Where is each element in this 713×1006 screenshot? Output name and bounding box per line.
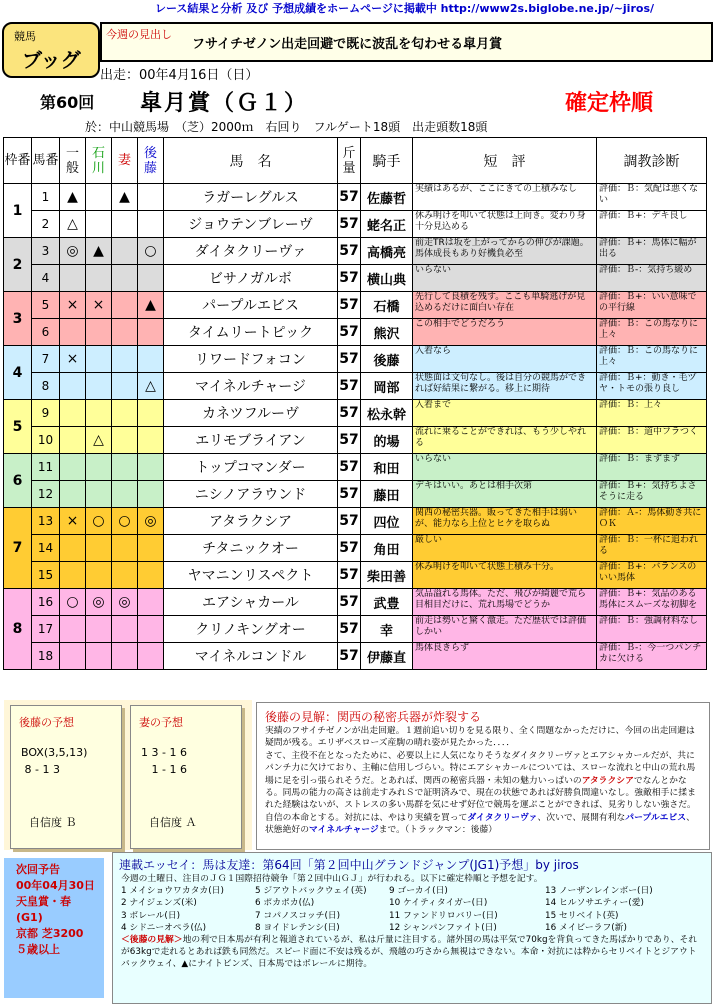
goto-prediction [10,705,122,849]
entry-row [121,922,703,934]
site-logo [2,22,100,78]
jockey: 蛯名正 [361,211,413,238]
short-comment: 休み明けを叩いて状態上積み十分。 [413,562,597,589]
jockey: 的場 [361,427,413,454]
mark-m4 [138,643,164,670]
table-row [4,400,707,427]
race-name: 皐月賞（Ｇ１） [140,91,309,116]
mark-m3 [112,265,138,292]
mark-m2 [86,481,112,508]
waku-cell: 1 [4,184,32,238]
table-row [4,292,707,319]
table-row [4,616,707,643]
waku-cell: 7 [4,508,32,589]
jockey: 柴田善 [361,562,413,589]
logo-line1: 競馬 [14,30,36,43]
short-comment: 休み明けを叩いて状態は上向き。変わり身十分見込める [413,211,597,238]
table-header [4,138,707,184]
weight: 57 [338,346,361,373]
horse-number: 15 [32,562,60,589]
horse-number: 13 [32,508,60,535]
mark-m3 [112,319,138,346]
entry-item: 9 ゴーカイ(日) [389,886,448,897]
table-row [4,265,707,292]
mark-m3 [112,400,138,427]
essay-box [112,852,712,1004]
entry-item: 8 ヨイドレテンシ(日) [255,922,340,933]
entry-item: 16 メイビーラフ(新) [545,922,627,933]
weight: 57 [338,238,361,265]
mark-m2: ◎ [86,589,112,616]
mark-m2 [86,535,112,562]
waku-cell: 2 [4,238,32,292]
table-row [4,481,707,508]
short-comment: いらない [413,265,597,292]
short-comment: 関西の秘密兵器。販ってきた相手は弱いが、能力なら上位とヒケを取らぬ [413,508,597,535]
header-ishikawa: 石川 [86,138,112,184]
entry-item: 2 ナイジェンズ(米) [121,898,197,909]
jockey: 岡部 [361,373,413,400]
horse-number: 17 [32,616,60,643]
horse-number: 5 [32,292,60,319]
weight: 57 [338,589,361,616]
mark-m1: × [60,508,86,535]
weight: 57 [338,643,361,670]
weight: 57 [338,454,361,481]
entry-item: 10 ケイティタイガー(日) [389,898,488,909]
entry-row [121,910,703,922]
training-eval: 評価：Ｂ-：気持ち緩め [597,265,707,292]
mark-m3 [112,238,138,265]
table-row [4,562,707,589]
mark-m1: △ [60,211,86,238]
jockey: 松永幹 [361,400,413,427]
weight: 57 [338,481,361,508]
table-row [4,319,707,346]
horse-name: タイムリートピック [164,319,338,346]
horse-name: クリノキングオー [164,616,338,643]
short-comment: 気品溢れる馬体。ただ、飛びが綺麗で荒ら目相目だけに、荒れ馬場でどうか [413,589,597,616]
horse-name: ラガーレグルス [164,184,338,211]
training-eval: 評価：Ｂ：一杯に追われる [597,535,707,562]
training-eval: 評価：Ｂ-：今一つパンチカに欠ける [597,643,707,670]
mark-m2 [86,562,112,589]
jockey: 後藤 [361,346,413,373]
horse-number: 1 [32,184,60,211]
essay-title: 連載エッセイ：馬は友達：第64回「第２回中山グランドジャンプ(JG1)予想」by jiros [119,858,579,872]
mark-m4 [138,346,164,373]
entry-item: 1 メイショウワカタカ(日) [121,886,224,897]
jockey: 武豊 [361,589,413,616]
horse-name: リワードフォコン [164,346,338,373]
mark-m1 [60,265,86,292]
horse-name: マイネルコンドル [164,643,338,670]
headline-box [100,22,713,62]
header-weight: 斤量 [338,138,361,184]
horse-name: アタラクシア [164,508,338,535]
mark-m3 [112,481,138,508]
goto-prediction-body: BOX(3,5,13) 8 - 1 3 [21,746,88,776]
entry-row [121,897,703,909]
mark-m2 [86,319,112,346]
horse-number: 18 [32,643,60,670]
training-eval: 評価：Ｂ：道中フラつく [597,427,707,454]
mark-m2 [86,643,112,670]
training-eval: 評価：Ｂ：まずまず [597,454,707,481]
wife-prediction-body: 1 3 - 1 6 1 - 1 6 [141,746,187,776]
short-comment: 入着なら [413,346,597,373]
jockey: 伊藤直 [361,643,413,670]
entry-item: 3 ボレール(日) [121,910,181,921]
table-row [4,508,707,535]
mark-m1: ◎ [60,238,86,265]
horse-name: マイネルチャージ [164,373,338,400]
mark-m4 [138,481,164,508]
table-row [4,454,707,481]
mark-m4 [138,184,164,211]
horse-number: 12 [32,481,60,508]
short-comment: デキはいい。あとは相手次第 [413,481,597,508]
mark-m4: ▲ [138,292,164,319]
horse-name: チタニックオー [164,535,338,562]
horse-name: カネツフルーヴ [164,400,338,427]
horse-name: ダイタクリーヴァ [164,238,338,265]
mark-m2 [86,211,112,238]
wife-prediction [130,705,242,849]
table-row [4,643,707,670]
mark-m3: ◎ [112,589,138,616]
header-comment: 短 評 [413,138,597,184]
weight: 57 [338,373,361,400]
training-eval: 評価：Ａ-：馬体動き共にＯＫ [597,508,707,535]
short-comment: 流れに乗ることができれば、もう少しやれる [413,427,597,454]
horse-name: ジョウテンブレーヴ [164,211,338,238]
table-row [4,589,707,616]
horse-number: 2 [32,211,60,238]
short-comment: 実績はあるが、ここにきての上積みなし [413,184,597,211]
jockey: 高橋亮 [361,238,413,265]
mark-m2: ○ [86,508,112,535]
mark-m4: ○ [138,238,164,265]
mark-m4 [138,454,164,481]
weight: 57 [338,562,361,589]
mark-m4 [138,562,164,589]
header-goto: 後藤 [138,138,164,184]
training-eval: 評価：Ｂ+：デキ良し [597,211,707,238]
status-label: 確定枠順 [565,91,654,116]
waku-cell: 3 [4,292,32,346]
mark-m2: × [86,292,112,319]
table-row [4,373,707,400]
entry-item: 7 コパノスコッチ(日) [255,910,341,921]
mark-m1: ▲ [60,184,86,211]
header-waku: 枠番 [4,138,32,184]
header-wife: 妻 [112,138,138,184]
headline-label: 今週の見出し [106,28,172,41]
jockey: 和田 [361,454,413,481]
horse-number: 9 [32,400,60,427]
mark-m3: ▲ [112,184,138,211]
mark-m4 [138,427,164,454]
jockey: 幸 [361,616,413,643]
mark-m3 [112,427,138,454]
mark-m3 [112,346,138,373]
mark-m1 [60,400,86,427]
jockey: 四位 [361,508,413,535]
entry-item: 13 ノーザンレインボー(日) [545,886,653,897]
horse-number: 16 [32,589,60,616]
mark-m1: × [60,346,86,373]
mark-m2 [86,184,112,211]
horse-number: 8 [32,373,60,400]
mark-m2 [86,346,112,373]
training-eval: 評価：Ｂ：この馬なりに上々 [597,346,707,373]
logo-line2: ブッグ [22,48,81,72]
short-comment: いらない [413,454,597,481]
next-race-box [4,858,104,998]
goto-confidence: 自信度 Ｂ [29,816,77,829]
mark-m1 [60,643,86,670]
short-comment: 馬体良きらず [413,643,597,670]
training-eval: 評価：Ｂ：この馬なりに上々 [597,319,707,346]
weight: 57 [338,265,361,292]
analysis-title: 後藤の見解：関西の秘密兵器が炸裂する [265,710,482,724]
training-eval: 評価：Ｂ+：気品のある馬体にスムーズな初脚を [597,589,707,616]
table-row [4,427,707,454]
mark-m2 [86,616,112,643]
training-eval: 評価：Ｂ+：バランスのいい馬体 [597,562,707,589]
mark-m4 [138,400,164,427]
horse-number: 3 [32,238,60,265]
table-row [4,211,707,238]
mark-m4 [138,319,164,346]
weight: 57 [338,616,361,643]
entry-item: 11 ファンドリロバリー(日) [389,910,498,921]
mark-m2 [86,265,112,292]
waku-cell: 8 [4,589,32,670]
horse-number: 6 [32,319,60,346]
training-eval: 評価：Ｂ：強調材料なし [597,616,707,643]
mark-m4 [138,211,164,238]
entry-row [121,885,703,897]
short-comment: 前走TRは坂を上がってからの伸びが課題。馬体成長もあり好機負必至 [413,238,597,265]
short-comment: 厳しい [413,535,597,562]
mark-m4: △ [138,373,164,400]
essay-entries [121,885,703,934]
header-num: 馬番 [32,138,60,184]
training-eval: 評価：Ｂ+：馬体に幅が出る [597,238,707,265]
header-general: 一般 [60,138,86,184]
horse-number: 7 [32,346,60,373]
weight: 57 [338,319,361,346]
horse-name: エアシャカール [164,589,338,616]
horse-name: ヤマニンリスペクト [164,562,338,589]
entry-table [3,137,707,670]
next-race-text: 次回予告 00年04月30日 天皇賞・春 (G1) 京都 芝3200 ５歳以上 [16,863,95,956]
weight: 57 [338,211,361,238]
weight: 57 [338,292,361,319]
header-jockey: 騎手 [361,138,413,184]
race-info: 於：中山競馬場 （芝）2000ｍ 右回り フルゲート18頭 出走頭数18頭 [85,120,488,134]
training-eval: 評価：Ｂ+：気持ちよさそうに走る [597,481,707,508]
mark-m2: △ [86,427,112,454]
mark-m4: ◎ [138,508,164,535]
mark-m3 [112,292,138,319]
entry-item: 12 シャンパンファイト(日) [389,922,497,933]
essay-body [121,873,703,971]
headline-text: フサイチゼノン出走回避で既に波乱を匂わせる皐月賞 [192,37,503,52]
mark-m3 [112,562,138,589]
jockey: 横山典 [361,265,413,292]
entry-item: 14 ヒルソサエティー(愛) [545,898,644,909]
mark-m4 [138,265,164,292]
mark-m1: ○ [60,589,86,616]
weight: 57 [338,427,361,454]
training-eval: 評価：Ｂ+：いい意味での平行線 [597,292,707,319]
short-comment: 状態面は文句なし。後は自分の競馬ができれば好結果に繋がる。移上に期待 [413,373,597,400]
waku-cell: 4 [4,346,32,400]
horse-name: ニシノアラウンド [164,481,338,508]
mark-m3 [112,373,138,400]
mark-m4 [138,535,164,562]
horse-number: 14 [32,535,60,562]
mark-m2: ▲ [86,238,112,265]
essay-intro: 今週の土曜日、注目のＪＧ１国際招待競争「第２回中山ＧＪ」が行われる。以下に確定枠順と予想を記す。 [121,874,543,884]
mark-m2 [86,373,112,400]
horse-name: エリモブライアン [164,427,338,454]
mark-m3 [112,535,138,562]
jockey: 佐藤哲 [361,184,413,211]
analysis-box [256,702,710,850]
mark-m1 [60,535,86,562]
entry-item: 15 セリベイト(英) [545,910,619,921]
mark-m1 [60,481,86,508]
mark-m3: ○ [112,508,138,535]
entry-item: 5 ジアウトバックウェイ(英) [255,886,367,897]
mark-m3 [112,643,138,670]
horse-name: ビサノガルボ [164,265,338,292]
mark-m3 [112,616,138,643]
short-comment: 先行して良積を残す。ここも単騎逃げが見込めるだけに面白い存在 [413,292,597,319]
weight: 57 [338,535,361,562]
header-eval: 調教診断 [597,138,707,184]
training-eval: 評価：Ｂ：気配は悪くない [597,184,707,211]
mark-m1 [60,319,86,346]
jockey: 角田 [361,535,413,562]
mark-m4 [138,616,164,643]
table-row [4,346,707,373]
horse-number: 4 [32,265,60,292]
horse-number: 10 [32,427,60,454]
weight: 57 [338,400,361,427]
mark-m2 [86,400,112,427]
mark-m1 [60,616,86,643]
mark-m2 [86,454,112,481]
mark-m1 [60,562,86,589]
table-row [4,238,707,265]
short-comment: 入着まで [413,400,597,427]
jockey: 藤田 [361,481,413,508]
mark-m4 [138,589,164,616]
mark-m3 [112,454,138,481]
waku-cell: 5 [4,400,32,454]
header-horse: 馬 名 [164,138,338,184]
race-date: 出走：00年4月16日（日） [100,68,259,83]
horse-name: トップコマンダー [164,454,338,481]
wife-prediction-title: 妻の予想 [139,716,183,729]
mark-m1 [60,454,86,481]
weight: 57 [338,508,361,535]
short-comment: 前走は勢いと驚く激走。ただ歴状では評価しかい [413,616,597,643]
jockey: 熊沢 [361,319,413,346]
essay-footer: ＜後藤の見解＞地の利で日本馬が有利と報道されているが、私は斤量に注目する。諸外国の馬は平気で70kgを背負ってきた馬ばかりであり、それが63kgで走れるとあれば鉄も同然だ。スピード面に不安は残るが、飛越の巧さから無視はできない。本命・対抗には粋からセリベイトとジアウトバックウェイ、▲にナイトビンズ、日本馬ではボレールに期待。 [121,935,698,970]
horse-number: 11 [32,454,60,481]
table-row [4,184,707,211]
race-number: 第60回 [40,93,95,112]
training-eval: 評価：Ｂ：上々 [597,400,707,427]
goto-prediction-title: 後藤の予想 [19,716,74,729]
mark-m1 [60,373,86,400]
mark-m1 [60,427,86,454]
table-row [4,535,707,562]
entry-item: 4 シドニーオペラ(仏) [121,922,207,933]
horse-name: パープルエビス [164,292,338,319]
wife-confidence: 自信度 Ａ [149,816,197,829]
weight: 57 [338,184,361,211]
mark-m1: × [60,292,86,319]
waku-cell: 6 [4,454,32,508]
analysis-body: 実績のフサイチゼノンが出走回避。１週前追い切りを見る限り、全く問題なかっただけに、今回の出走回避は疑問が残る。エリザベスローズ産駒の晴れ姿が見たかった．．．． さて、主役不在となったために、必要以上に人気になりそうなダイタクリーヴァとエアシャカールだが、共にパンチ力に欠けており、主軸に信用しづらい。特にエアシャカールについては、スローな流れと中山の荒れ馬場に足を引っ張られそうだ。とあれば、関西の秘密兵器・未知の魅力いっぱいのアタラクシアでなんとかなる。同馬の能力の高さは前走すみれＳで証明済みで、現在の状態であれば好勝負間違いなし。強敵相手に揉まれた経験はないが、ストレスの多い馬群を気にせず好位で競馬を運ぶことができれば、見劣りしない強さだ。自信の本命とする。対抗には、やはり実績を買ってダイタクリーヴァ、次いで、展開有利なパープルエビス、状態絶好のマイネルチャージまで。（トラックマン：後藤） [265,726,696,836]
jockey: 石橋 [361,292,413,319]
mark-m3 [112,211,138,238]
short-comment: この相手でどうだろう [413,319,597,346]
entry-item: 6 ポカポカ(仏) [255,898,315,909]
training-eval: 評価：Ｂ+：動き・毛ヅヤ・トモの張り良し [597,373,707,400]
site-banner: レース結果と分析 及び 予想成績をホームページに掲載中 http://www2s.biglobe.ne.jp/~jiros/ [154,2,655,15]
